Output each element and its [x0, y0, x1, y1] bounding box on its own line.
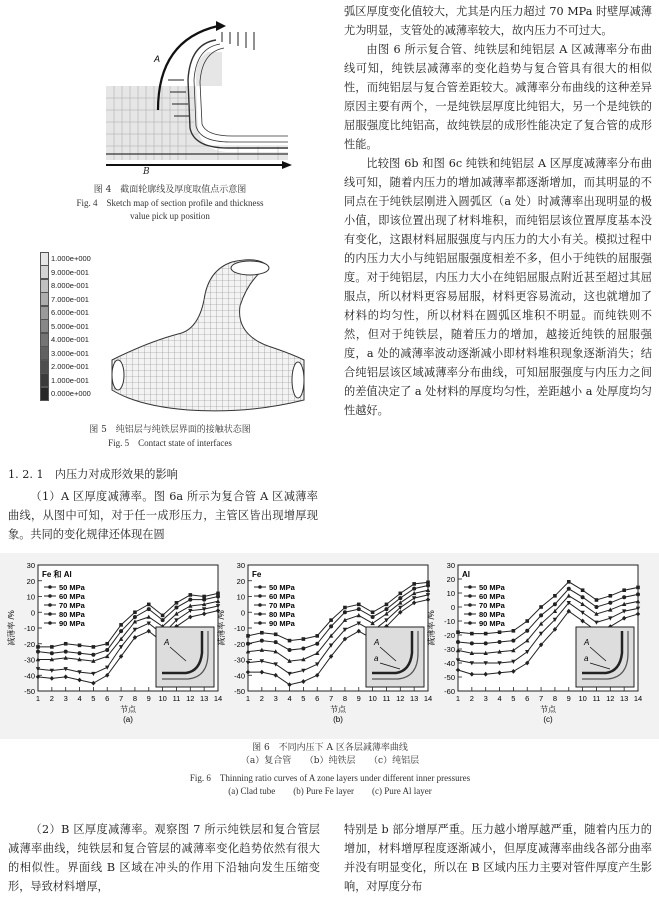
fig5-legend-swatch: [40, 306, 49, 320]
data-point: [175, 601, 179, 605]
legend-marker: [468, 612, 472, 616]
data-point: [412, 587, 416, 591]
x-tick-label: 3: [273, 694, 278, 703]
data-point: [260, 639, 264, 643]
para-b-zone: （2）B 区厚度减薄率。观察图 7 所示纯铁层和复合管层减薄率曲线，纯铁层和复合管层的减薄率变化趋势依然有很大的相似性。界面线 B 区域在冲头的作用下沿轴向发生压缩变形，导致材料增厚，: [8, 823, 320, 893]
data-point: [609, 594, 613, 598]
data-point: [357, 603, 361, 607]
fig5-legend-item: [40, 347, 110, 361]
y-axis-label: 减薄率 /%: [217, 610, 226, 646]
y-tick-label: 20: [236, 576, 245, 586]
data-point: [189, 593, 193, 597]
data-point: [636, 592, 640, 596]
legend-marker: [48, 612, 52, 616]
legend-marker: [468, 603, 472, 607]
legend-label: 80 MPa: [59, 610, 85, 619]
fig5-legend-item: [40, 293, 110, 307]
data-point: [315, 634, 319, 638]
data-point: [133, 610, 137, 614]
fig4-caption-en-2: value pick up position: [130, 211, 210, 221]
y-tick-label: 10: [236, 592, 245, 602]
legend-marker: [48, 621, 52, 625]
x-tick-label: 5: [91, 694, 96, 703]
y-tick-label: -30: [24, 655, 35, 665]
x-tick-label: 1: [245, 694, 251, 703]
panel-title: Al: [462, 570, 470, 579]
data-point: [36, 650, 40, 654]
data-point: [539, 613, 543, 617]
data-point: [78, 644, 82, 648]
x-tick-label: 7: [328, 694, 334, 703]
legend-label: 60 MPa: [59, 592, 85, 601]
y-tick-label: -60: [444, 687, 455, 696]
figure-5: [36, 250, 306, 420]
panel-title: Fe: [252, 570, 262, 579]
data-point: [456, 640, 460, 644]
section-heading: 1. 2. 1 内压力对成形效果的影响: [8, 468, 178, 481]
fig4-label-b: B: [143, 167, 150, 177]
fig6-panel: [6, 561, 222, 724]
x-tick-label: 11: [592, 694, 601, 703]
para-a-zone: （1）A 区厚度减薄率。图 6a 所示为复合管 A 区减薄率曲线，从图中可知，对于任一成形压力，主管区皆出现增厚现象。共同的变化规律还体现在圆: [8, 490, 318, 541]
data-point: [105, 642, 109, 646]
data-point: [315, 642, 319, 646]
y-tick-label: -10: [234, 624, 245, 633]
legend-label: 50 MPa: [59, 583, 85, 592]
x-tick-label: 6: [315, 694, 320, 703]
data-point: [274, 640, 278, 644]
panel-sublabel: (a): [123, 715, 133, 724]
y-tick-label: 20: [26, 576, 35, 586]
x-tick-label: 9: [566, 694, 571, 703]
y-axis-label: 减薄率 /%: [7, 610, 16, 646]
legend-label: 70 MPa: [269, 601, 295, 610]
data-point: [133, 615, 137, 619]
legend-marker: [468, 585, 472, 589]
legend-label: 80 MPa: [269, 610, 295, 619]
y-tick-label: 10: [26, 592, 35, 602]
data-point: [539, 605, 543, 609]
data-point: [636, 586, 640, 590]
data-point: [216, 595, 220, 599]
y-tick-label: 0: [30, 608, 35, 618]
data-point: [64, 642, 68, 646]
x-axis-label: 节点: [540, 705, 556, 714]
legend-label: 90 MPa: [479, 619, 505, 628]
x-tick-label: 10: [158, 694, 167, 703]
fig5-legend-label: 6.000e-001: [51, 308, 89, 318]
figure-4: [98, 20, 298, 170]
panel-title: Fe 和 Al: [42, 570, 72, 579]
fig5-legend-swatch: [40, 292, 49, 306]
fig5-legend-item: [40, 320, 110, 334]
fig5-legend-item: [40, 306, 110, 320]
x-tick-label: 2: [49, 694, 54, 703]
y-tick-label: 30: [446, 561, 455, 570]
data-point: [64, 650, 68, 654]
legend-label: 60 MPa: [479, 592, 505, 601]
legend-marker: [48, 585, 52, 589]
y-tick-label: -20: [24, 639, 35, 649]
fig5-legend-label: 8.000e-001: [51, 281, 89, 291]
data-point: [119, 623, 123, 627]
y-tick-label: 10: [446, 589, 455, 598]
fig5-legend-swatch: [40, 387, 49, 401]
data-point: [384, 607, 388, 611]
fig5-legend-item: [40, 266, 110, 280]
y-tick-label: -40: [234, 671, 245, 681]
fig5-legend-label: 5.000e-001: [51, 321, 89, 331]
data-point: [511, 639, 515, 643]
legend-label: 50 MPa: [269, 583, 295, 592]
y-tick-label: -50: [444, 673, 455, 682]
data-point: [188, 598, 192, 602]
x-tick-label: 8: [552, 694, 558, 703]
fig5-legend-item: [40, 279, 110, 293]
x-tick-label: 11: [172, 694, 181, 703]
data-point: [608, 601, 612, 605]
y-tick-label: -20: [444, 631, 455, 640]
x-tick-label: 10: [368, 694, 377, 703]
fig5-legend: [40, 252, 110, 401]
data-point: [595, 598, 599, 602]
x-tick-label: 8: [342, 694, 348, 703]
data-point: [484, 641, 488, 645]
data-point: [36, 645, 40, 649]
fig5-legend-label: 1.000e-001: [51, 375, 89, 385]
y-tick-label: 30: [236, 561, 245, 570]
legend-label: 90 MPa: [59, 619, 85, 628]
data-point: [426, 583, 430, 587]
inset-label-a-point: a: [374, 654, 379, 663]
data-point: [202, 598, 206, 602]
legend-marker: [258, 585, 262, 589]
data-point: [301, 646, 305, 650]
fig6-panel: [423, 561, 643, 724]
data-point: [594, 605, 598, 609]
data-point: [498, 630, 502, 634]
legend-marker: [468, 594, 472, 598]
fig5-legend-swatch: [40, 279, 49, 293]
fig6-sub-en: (a) Clad tube (b) Pure Fe layer (c) Pure Al layer: [228, 786, 432, 796]
x-tick-label: 7: [118, 694, 124, 703]
x-tick-label: 12: [186, 694, 195, 703]
fig6-panel: [213, 561, 433, 724]
data-point: [525, 629, 529, 633]
x-tick-label: 5: [301, 694, 306, 703]
x-axis-label: 节点: [120, 705, 136, 714]
right-para-3: 比较图 6b 和图 6c 纯铁和纯铝层 A 区厚度减薄率分布曲线可知，随着内压力的增加减薄率都逐渐增加，而其明显的不同点在于纯铁层刚进入圆弧区（a 处）时减薄率出现明显的极小值，即该位置出现了材料堆积，而纯铝层该位置厚度基本没有变化，这跟材料屈服强度与内压力的大小有关。模拟过程中的内压力大小与纯铝屈服强度相差不多，但小于纯铁的屈服强度。对于纯铝层，内压力大小在纯铝屈服点附近甚至超过其屈服点，所以材料更容易屈服，材料更容易流动，这也就增加了材料的均匀性，所以材料在圆弧区堆积不明显。而纯铁则不然，但对于纯铁层，随着压力的增加，越接近纯铁的屈服强度，a 处的减薄率波动逐渐减小即材料堆积现象逐渐消失；结合纯铝层该区域减薄率分布曲线，可知屈服强度与内压力之间的差值决定了 a 处材料的厚度均匀性，差距越小 a 处厚度均匀性越好。: [344, 157, 652, 417]
data-point: [622, 595, 626, 599]
legend-marker: [258, 621, 262, 625]
legend-marker: [48, 603, 52, 607]
data-point: [553, 602, 557, 606]
data-point: [581, 588, 585, 592]
fig5-legend-swatch: [40, 346, 49, 360]
data-point: [288, 639, 292, 643]
data-point: [147, 607, 151, 611]
fig5-legend-label: 4.000e-001: [51, 335, 89, 345]
data-point: [274, 633, 278, 637]
x-tick-label: 1: [35, 694, 41, 703]
x-tick-label: 14: [423, 694, 433, 703]
fig4-label-a: A: [154, 54, 161, 64]
data-point: [385, 603, 389, 607]
y-tick-label: 30: [26, 561, 35, 570]
y-tick-label: -30: [234, 655, 245, 665]
inset-label-a-point: a: [584, 654, 589, 663]
data-point: [357, 607, 361, 611]
fig6-caption-cn: 图 6 不同内压下 A 区各层减薄率曲线: [252, 743, 408, 753]
y-tick-label: 20: [446, 575, 455, 584]
fig5-legend-swatch: [40, 360, 49, 374]
data-point: [260, 631, 264, 635]
x-tick-label: 8: [132, 694, 138, 703]
legend-label: 80 MPa: [479, 610, 505, 619]
fig5-legend-swatch: [40, 373, 49, 387]
y-tick-label: 0: [240, 608, 245, 618]
data-point: [371, 615, 375, 619]
legend-marker: [258, 612, 262, 616]
x-tick-label: 2: [259, 694, 264, 703]
x-axis-label: 节点: [330, 705, 346, 714]
x-tick-label: 7: [538, 694, 544, 703]
x-tick-label: 13: [409, 694, 419, 703]
fig6-caption-en: Fig. 6 Thinning ratio curves of A zone layers under different inner pressures: [189, 773, 471, 783]
x-tick-label: 9: [356, 694, 361, 703]
y-tick-label: -30: [444, 645, 455, 654]
data-point: [161, 618, 165, 622]
data-point: [302, 637, 306, 641]
data-point: [78, 651, 82, 655]
data-point: [525, 619, 529, 623]
data-point: [329, 624, 333, 628]
legend-marker: [258, 594, 262, 598]
fig5-legend-item: [40, 387, 110, 401]
x-tick-label: 4: [497, 694, 502, 703]
fig5-legend-swatch: [40, 265, 49, 279]
x-tick-label: 4: [77, 694, 82, 703]
data-point: [553, 594, 557, 598]
fig5-legend-item: [40, 374, 110, 388]
fig5-legend-item: [40, 252, 110, 266]
y-tick-label: 0: [450, 603, 455, 612]
x-tick-label: 9: [146, 694, 151, 703]
panel-sublabel: (c): [543, 715, 553, 724]
x-tick-label: 3: [63, 694, 68, 703]
inset-label-a-zone: A: [584, 638, 590, 647]
data-point: [343, 610, 347, 614]
data-point: [288, 648, 292, 652]
x-tick-label: 12: [396, 694, 405, 703]
legend-marker: [468, 621, 472, 625]
data-point: [470, 641, 474, 645]
fig5-legend-swatch: [40, 333, 49, 347]
fig5-caption-cn: 图 5 纯铝层与纯铁层界面的接触状态图: [89, 425, 251, 435]
x-tick-label: 5: [511, 694, 516, 703]
data-point: [329, 618, 333, 622]
fig5-legend-label: 1.000e+000: [51, 254, 91, 264]
data-point: [567, 580, 571, 584]
panel-sublabel: (b): [333, 715, 343, 724]
fig5-legend-swatch: [40, 319, 49, 333]
y-axis-label: 减薄率 /%: [427, 610, 436, 646]
x-tick-label: 3: [483, 694, 488, 703]
x-tick-label: 2: [469, 694, 474, 703]
data-point: [622, 588, 626, 592]
x-tick-label: 4: [287, 694, 292, 703]
data-point: [398, 596, 402, 600]
fig4-caption-en-1: Fig. 4 Sketch map of section profile and thickness: [76, 198, 264, 208]
data-point: [91, 653, 95, 657]
y-tick-label: -10: [444, 617, 455, 626]
data-point: [470, 632, 474, 636]
x-tick-label: 14: [633, 694, 643, 703]
data-point: [119, 629, 123, 633]
x-tick-label: 10: [578, 694, 587, 703]
x-tick-label: 1: [455, 694, 461, 703]
legend-label: 70 MPa: [479, 601, 505, 610]
legend-label: 60 MPa: [269, 592, 295, 601]
fig5-legend-label: 7.000e-001: [51, 294, 89, 304]
data-point: [412, 582, 416, 586]
legend-label: 90 MPa: [269, 619, 295, 628]
x-tick-label: 13: [199, 694, 209, 703]
data-point: [567, 587, 571, 591]
data-point: [484, 632, 488, 636]
x-tick-label: 11: [382, 694, 391, 703]
fig5-legend-swatch: [40, 252, 49, 266]
fig5-legend-label: 3.000e-001: [51, 348, 89, 358]
legend-marker: [258, 603, 262, 607]
legend-label: 50 MPa: [479, 583, 505, 592]
fig5-legend-item: [40, 360, 110, 374]
data-point: [246, 642, 250, 646]
data-point: [343, 606, 347, 610]
data-point: [92, 645, 96, 649]
data-point: [50, 651, 54, 655]
data-point: [581, 595, 585, 599]
inset-frame: [156, 627, 214, 687]
fig6-sub-cn: （a）复合管 （b）纯铁层 （c）纯铝层: [240, 756, 420, 766]
x-tick-label: 6: [525, 694, 530, 703]
fig4-caption-cn: 图 4 截面轮廓线及厚度取值点示意图: [93, 185, 247, 195]
data-point: [50, 645, 54, 649]
fig5-legend-label: 9.000e-001: [51, 267, 89, 277]
y-tick-label: -50: [24, 687, 35, 696]
fig5-legend-label: 2.000e-001: [51, 362, 89, 372]
legend-marker: [48, 594, 52, 598]
y-tick-label: -50: [234, 687, 245, 696]
right-para-1: 弧区厚度变化值较大，尤其是内压力超过 70 MPa 时壁厚减薄尤为明显，支管处的减薄率较大，故内压力不可过大。: [344, 5, 652, 37]
data-point: [246, 634, 250, 638]
data-point: [456, 630, 460, 634]
data-point: [371, 610, 375, 614]
data-point: [399, 592, 403, 596]
x-tick-label: 6: [105, 694, 110, 703]
y-tick-label: -40: [24, 671, 35, 681]
right-para-2: 由图 6 所示复合管、纯铁层和纯铝层 A 区减薄率分布曲线可知，纯铁层减薄率的变化趋势与复合管具有很大的相似性，而纯铝层与复合管差距较大。减薄率分布曲线的这种差异原因主要有两个，一是纯铁层厚度比纯铝大，另一个是纯铁的屈服强度比纯铝高，故纯铁层的成形性能决定了复合管的成形性能。: [344, 43, 652, 151]
inset-label-a-zone: A: [374, 638, 380, 647]
data-point: [105, 648, 109, 652]
data-point: [174, 606, 178, 610]
x-tick-label: 12: [606, 694, 615, 703]
data-point: [512, 629, 516, 633]
figure-6: [0, 553, 659, 739]
inset-label-a-zone: A: [164, 638, 170, 647]
y-tick-label: -10: [24, 624, 35, 633]
fig5-legend-label: 0.000e+000: [51, 389, 91, 399]
fig5-caption-en: Fig. 5 Contact state of interfaces: [108, 438, 232, 448]
x-tick-label: 14: [213, 694, 223, 703]
fig5-legend-item: [40, 333, 110, 347]
data-point: [161, 614, 165, 618]
y-tick-label: -40: [444, 659, 455, 668]
y-tick-label: -20: [234, 639, 245, 649]
para-b-zone-cont: 特别是 b 部分增厚严重。压力越小增厚越严重，随着内压力的增加，材料增厚程度逐渐减小，但厚度减薄率曲线各部分曲率并没有明显变化，所以在 B 区域内压力主要对管件厚度产生影响，对厚度分布: [344, 823, 652, 893]
x-tick-label: 13: [619, 694, 629, 703]
data-point: [147, 603, 151, 607]
legend-label: 70 MPa: [59, 601, 85, 610]
data-point: [498, 640, 502, 644]
